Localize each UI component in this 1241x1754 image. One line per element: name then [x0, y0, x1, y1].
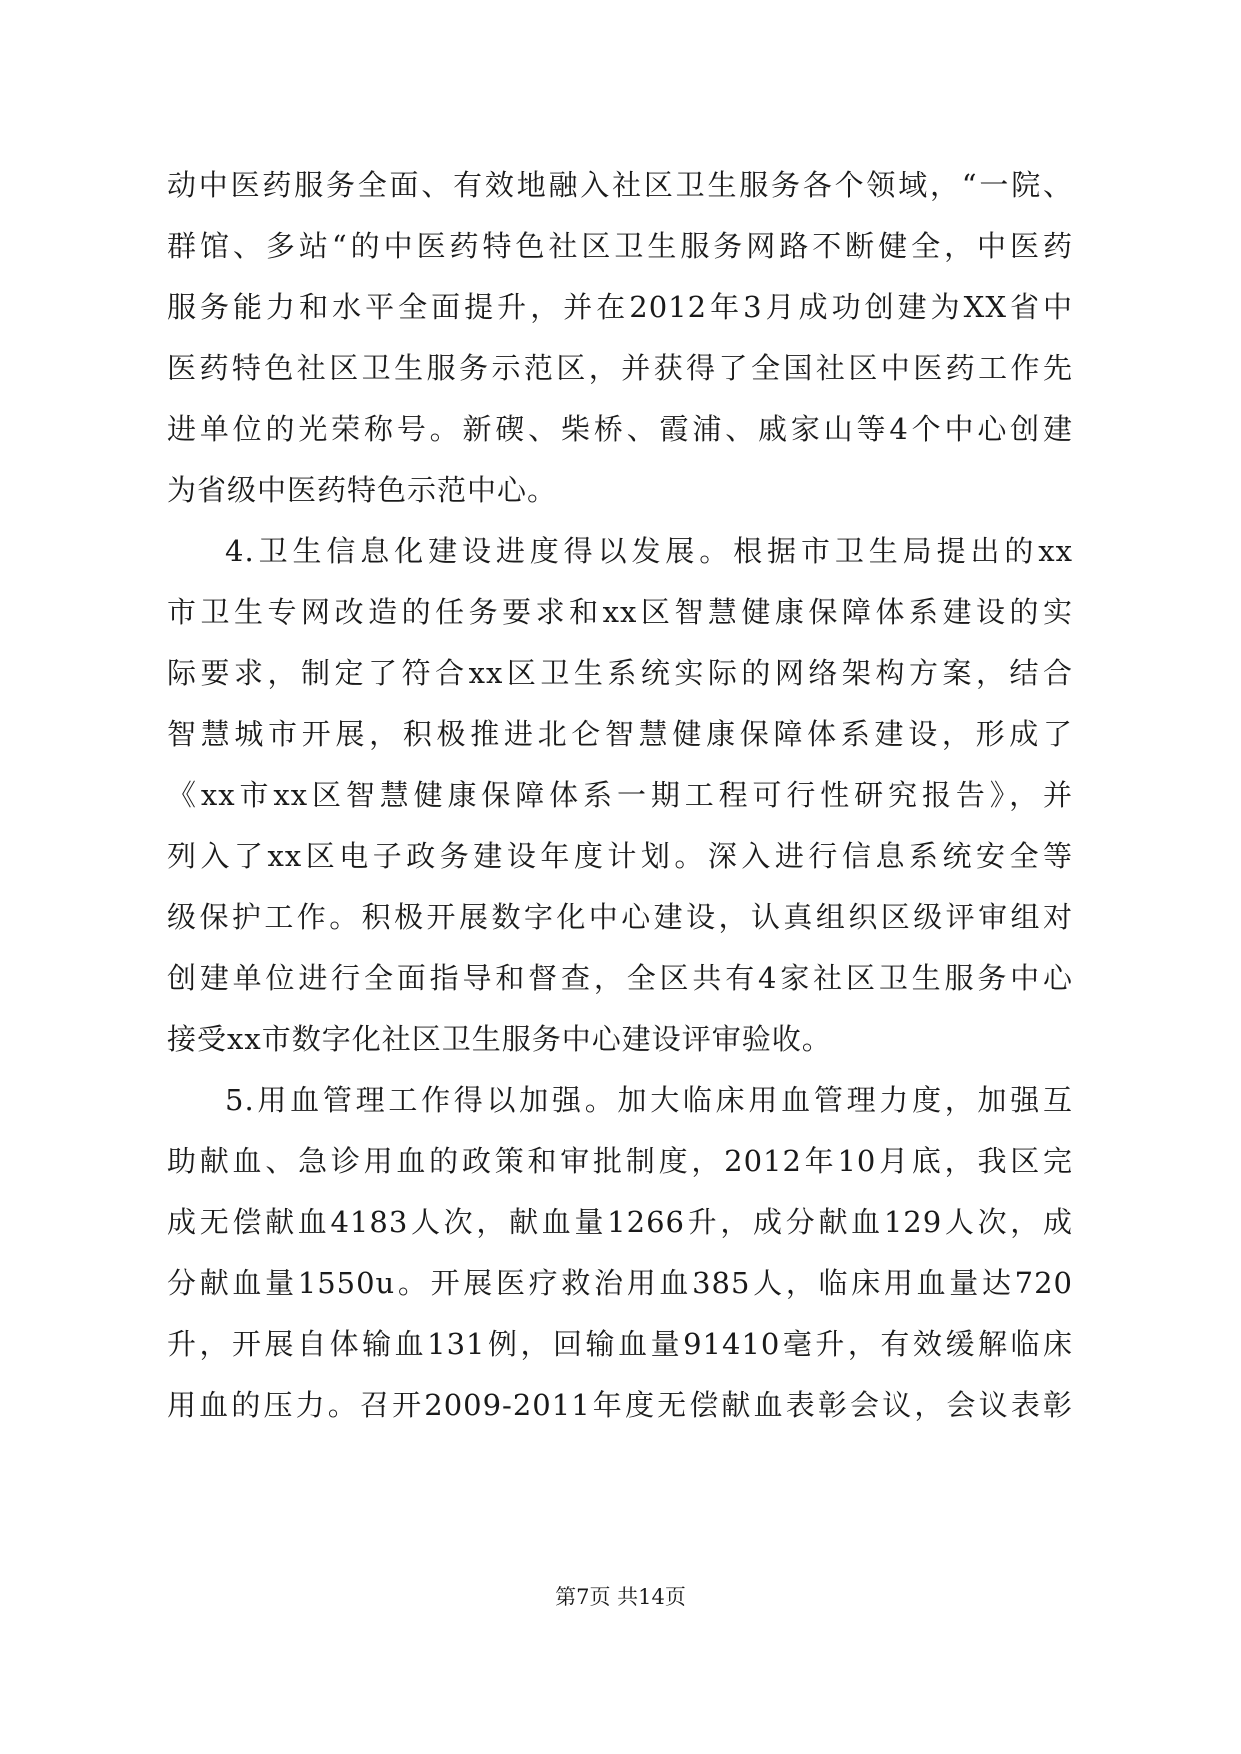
- text-line: 群馆、多站“的中医药特色社区卫生服务网路不断健全，中医药: [167, 229, 1073, 263]
- page-number-footer: 第7页 共14页: [555, 1585, 686, 1609]
- text-line: 成无偿献血4183人次，献血量1266升，成分献血129人次，成: [167, 1205, 1073, 1239]
- text-line: 4.卫生信息化建设进度得以发展。根据市卫生局提出的xx: [225, 534, 1073, 568]
- text-line: 服务能力和水平全面提升，并在2012年3月成功创建为XX省中: [167, 290, 1073, 324]
- text-line: 升，开展自体输血131例，回输血量91410毫升，有效缓解临床: [167, 1327, 1073, 1361]
- text-line: 级保护工作。积极开展数字化中心建设，认真组织区级评审组对: [167, 900, 1073, 934]
- text-line: 分献血量1550u。开展医疗救治用血385人，临床用血量达720: [167, 1266, 1073, 1300]
- text-line: 列入了xx区电子政务建设年度计划。深入进行信息系统安全等: [167, 839, 1073, 873]
- text-line: 为省级中医药特色示范中心。: [167, 473, 558, 507]
- text-line: 创建单位进行全面指导和督查，全区共有4家社区卫生服务中心: [167, 961, 1073, 995]
- text-line: 动中医药服务全面、有效地融入社区卫生服务各个领域，“一院、: [167, 168, 1073, 202]
- text-line: 接受xx市数字化社区卫生服务中心建设评审验收。: [167, 1022, 832, 1056]
- text-line: 《xx市xx区智慧健康保障体系一期工程可行性研究报告》，并: [167, 778, 1073, 812]
- text-line: 用血的压力。召开2009-2011年度无偿献血表彰会议，会议表彰: [167, 1388, 1073, 1422]
- text-line: 进单位的光荣称号。新碶、柴桥、霞浦、戚家山等4个中心创建: [167, 412, 1073, 446]
- body-text: [167, 155, 1073, 1436]
- text-line: 智慧城市开展，积极推进北仑智慧健康保障体系建设，形成了: [167, 717, 1073, 751]
- text-line: 际要求，制定了符合xx区卫生系统实际的网络架构方案，结合: [167, 656, 1073, 690]
- text-line: 5.用血管理工作得以加强。加大临床用血管理力度，加强互: [225, 1083, 1073, 1117]
- text-line: 市卫生专网改造的任务要求和xx区智慧健康保障体系建设的实: [167, 595, 1073, 629]
- text-line: 助献血、急诊用血的政策和审批制度，2012年10月底，我区完: [167, 1144, 1073, 1178]
- text-line: 医药特色社区卫生服务示范区，并获得了全国社区中医药工作先: [167, 351, 1073, 385]
